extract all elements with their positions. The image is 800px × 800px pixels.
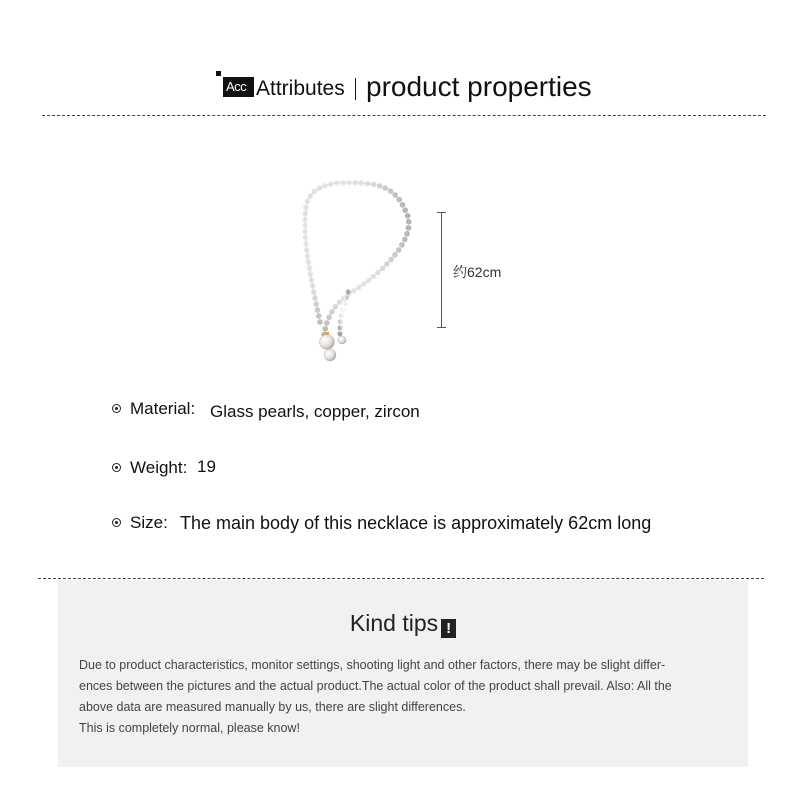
header-separator [355,78,356,100]
measure-label: 约62cm [453,264,502,280]
measure-cap-bottom [437,327,446,328]
kind-tips-line: above data are measured manually by us, there are slight differences. [79,700,466,714]
material-value: Glass pearls, copper, zircon [210,402,420,421]
kind-tips-title-text: Kind tips [349,610,439,636]
middle-divider [38,578,764,579]
necklace-image [290,172,430,372]
header-subtitle: Attributes [256,77,345,100]
radio-dot-icon [112,404,121,413]
size-label: Size: [130,513,168,532]
kind-tips-title [58,610,748,638]
header-dot [216,71,221,76]
kind-tips-line: Due to product characteristics, monitor settings, shooting light and other factors, there may be slight differ- [79,658,666,672]
material-label: Material: [130,399,196,418]
radio-dot-icon [112,518,121,527]
kind-tips-line: ences between the pictures and the actual product.The actual color of the product shall prevail. Also: All the [79,679,672,693]
measure-cap-top [437,212,446,213]
measure-line [441,212,442,328]
radio-dot-icon [112,463,121,472]
page-title: product properties [366,71,592,102]
size-value: The main body of this necklace is approximately 62cm long [180,513,652,533]
exclamation-icon: ! [441,619,456,638]
top-divider [42,115,766,116]
weight-value: 19 [197,457,216,476]
kind-tips-box [58,580,748,767]
weight-label: Weight: [130,458,188,477]
header-badge: Acc [223,77,254,97]
kind-tips-line: This is completely normal, please know! [79,721,300,735]
kind-tips-body [79,655,735,739]
